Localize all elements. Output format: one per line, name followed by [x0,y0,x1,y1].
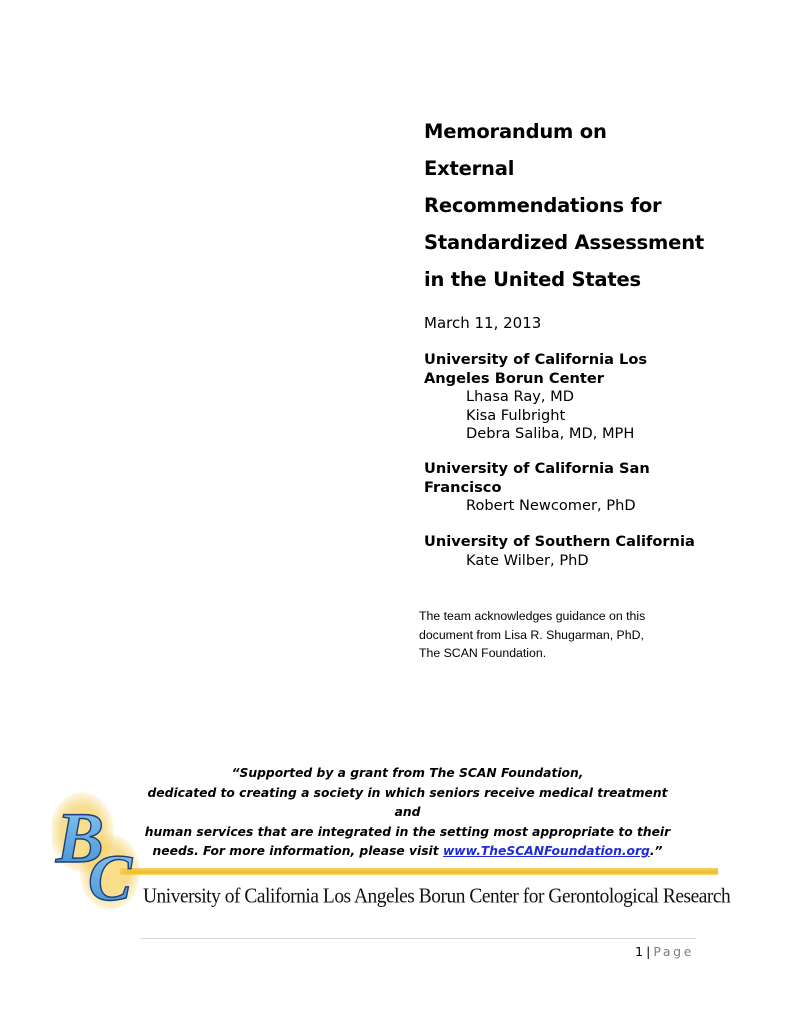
footer-divider [140,938,696,939]
author-name: Kisa Fulbright [466,406,566,424]
acknowledgement-line: document from Lisa R. Shugarman, PhD, [419,627,644,642]
grant-line: human services that are integrated in the setting most appropriate to their [144,824,671,839]
memo-title [424,113,754,298]
affiliation-org-line: University of Southern California [424,533,695,550]
memo-date: March 11, 2013 [424,314,542,332]
title-line: Recommendations for [424,194,662,217]
affiliation-org-line: University of California San [424,460,650,477]
author-name: Robert Newcomer, PhD [466,497,636,514]
title-line: in the United States [424,268,641,291]
borun-center-name: University of California Los Angeles Borun Center for Gerontological Research [143,885,731,908]
grant-statement [140,764,675,862]
acknowledgement [419,607,679,663]
logo-letter-b: B [56,798,105,878]
affiliation-usc [424,533,724,570]
acknowledgement-line: The SCAN Foundation. [419,646,547,660]
gold-divider-bar [120,868,718,875]
page-number: 1 [635,944,644,959]
affiliation-ucla [424,351,724,444]
title-line: Standardized Assessment [424,231,704,254]
author-name: Kate Wilber, PhD [466,551,589,569]
grant-line-text: needs. For more information, please visit [152,844,443,859]
scan-foundation-link[interactable]: www.TheSCANFoundation.org [442,844,650,859]
acknowledgement-line: The team acknowledges guidance on this [419,609,646,623]
affiliation-org-line: Angeles Borun Center [424,369,604,387]
author-name: Lhasa Ray, MD [466,388,575,405]
grant-line-text: .” [649,844,663,859]
grant-line [140,842,675,862]
affiliation-org-line: University of California Los [424,351,648,368]
affiliation-org-line: Francisco [424,478,502,496]
affiliation-ucsf [424,460,724,516]
page-label: Page [653,944,694,959]
page-separator: | [646,944,651,959]
grant-line: dedicated to creating a society in which seniors receive medical treatment and [147,785,668,820]
logo-letter-c: C [88,842,133,912]
title-line: Memorandum on [424,120,607,143]
borun-center-logo [52,790,142,912]
grant-line: “Supported by a grant from The SCAN Foundation, [231,766,584,780]
title-line: External [424,157,515,180]
author-name: Debra Saliba, MD, MPH [466,425,635,442]
page-footer [635,944,694,960]
